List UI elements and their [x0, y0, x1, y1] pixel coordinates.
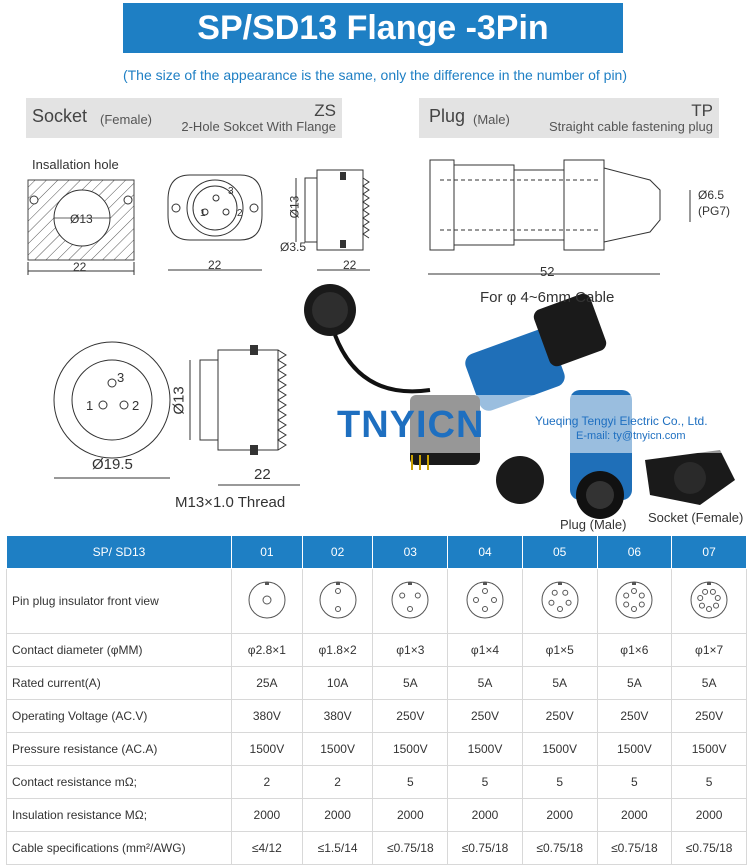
- plug-header-title: Plug: [429, 106, 466, 126]
- pin-hole: [400, 593, 405, 598]
- pin-hole: [566, 600, 571, 605]
- spec-cell: 2000: [232, 799, 303, 832]
- dim-22b: 22: [208, 258, 222, 272]
- spec-cell: 380V: [302, 700, 373, 733]
- pin-3-small: 3: [228, 186, 234, 197]
- dim-22a: 22: [73, 260, 87, 274]
- front-view-cell: [522, 569, 597, 634]
- thread-caption: M13×1.0 Thread: [175, 494, 286, 511]
- header-pin-04: 04: [448, 536, 523, 569]
- socket-side-drawing: [190, 345, 300, 485]
- pin-hole: [335, 606, 340, 611]
- spec-cell: 1500V: [232, 733, 303, 766]
- pin-hole: [624, 593, 629, 598]
- pin-hole: [335, 588, 340, 593]
- pin-hole: [640, 602, 645, 607]
- spec-cell: 2000: [373, 799, 448, 832]
- spec-cell: 25A: [232, 667, 303, 700]
- pin-hole: [703, 589, 708, 594]
- socket-header-code: ZS: [314, 101, 336, 120]
- spec-cell: ≤0.75/18: [373, 832, 448, 865]
- header-pin-01: 01: [232, 536, 303, 569]
- spec-row: [7, 700, 747, 733]
- pin-hole: [416, 593, 421, 598]
- spec-cell: 5A: [597, 667, 672, 700]
- front-view-cell: [302, 569, 373, 634]
- spec-cell: 5: [522, 766, 597, 799]
- pin-hole: [711, 589, 716, 594]
- spec-cell: 250V: [672, 700, 747, 733]
- spec-cell: φ1.8×2: [302, 634, 373, 667]
- spec-table-body: [7, 569, 747, 865]
- spec-cell: ≤0.75/18: [522, 832, 597, 865]
- dim-pg7: (PG7): [698, 204, 731, 218]
- spec-cell: 5A: [672, 667, 747, 700]
- spec-cell: 5A: [448, 667, 523, 700]
- pin-1-small: 1: [200, 208, 206, 219]
- page-title: SP/SD13 Flange -3Pin: [123, 3, 623, 53]
- spec-row-label: Contact diameter (φMM): [7, 634, 232, 667]
- cable-caption: For φ 4~6mm Cable: [480, 289, 615, 306]
- spec-row: [7, 832, 747, 865]
- plug-header-code: TP: [691, 101, 713, 120]
- spec-cell: 5: [373, 766, 448, 799]
- pin-hole: [474, 597, 479, 602]
- spec-row: [7, 634, 747, 667]
- pin-1-large: 1: [86, 398, 94, 413]
- spec-cell: ≤0.75/18: [448, 832, 523, 865]
- insulator-face-1-pin: [245, 578, 289, 622]
- pin-hole: [263, 596, 271, 604]
- spec-cell: 10A: [302, 667, 373, 700]
- pin-hole: [552, 590, 557, 595]
- header-pin-03: 03: [373, 536, 448, 569]
- spec-cell: 1500V: [302, 733, 373, 766]
- spec-cell: 1500V: [672, 733, 747, 766]
- pin-hole: [700, 603, 705, 608]
- spec-cell: 1500V: [522, 733, 597, 766]
- spec-cell: 5A: [373, 667, 448, 700]
- dim-52: 52: [540, 264, 555, 279]
- spec-row-label: Contact resistance mΩ;: [7, 766, 232, 799]
- spec-cell: 250V: [373, 700, 448, 733]
- dim-d13: Ø13: [70, 212, 93, 226]
- spec-cell: 2000: [597, 799, 672, 832]
- company-email: E-mail: ty@tnyicn.com: [576, 430, 686, 442]
- spec-cell: 2000: [672, 799, 747, 832]
- header-pin-05: 05: [522, 536, 597, 569]
- flange-side-drawing: [296, 170, 370, 270]
- pin-hole: [698, 595, 703, 600]
- spec-cell: 250V: [597, 700, 672, 733]
- page-subtitle: (The size of the appearance is the same, only the difference in the number of pin): [122, 67, 628, 83]
- insulator-face-7-pin: [687, 578, 731, 622]
- spec-table: [6, 535, 747, 865]
- brand-logo: TNYICN: [337, 404, 485, 446]
- spec-cell: 5: [672, 766, 747, 799]
- dim-d195: Ø19.5: [92, 456, 133, 473]
- spec-row: [7, 766, 747, 799]
- spec-row-label: Cable specifications (mm²/AWG): [7, 832, 232, 865]
- pin-hole: [715, 595, 720, 600]
- spec-cell: 1500V: [597, 733, 672, 766]
- install-hole-label: Insallation hole: [32, 157, 119, 172]
- pin-hole: [557, 606, 562, 611]
- spec-cell: 2000: [522, 799, 597, 832]
- spec-cell: 250V: [522, 700, 597, 733]
- spec-header-row: [7, 536, 747, 569]
- spec-row: [7, 667, 747, 700]
- pin-hole: [624, 602, 629, 607]
- header-pin-06: 06: [597, 536, 672, 569]
- spec-cell: φ1×4: [448, 634, 523, 667]
- socket-header-desc: 2-Hole Sokcet With Flange: [181, 119, 336, 134]
- spec-cell: 1500V: [373, 733, 448, 766]
- insulator-face-5-pin: [538, 578, 582, 622]
- header-pin-02: 02: [302, 536, 373, 569]
- socket-photo-label: Socket (Female): [648, 510, 744, 525]
- spec-cell: ≤1.5/14: [302, 832, 373, 865]
- spec-cell: 2000: [448, 799, 523, 832]
- plug-photo-label: Plug (Male): [560, 517, 627, 532]
- dim-22c: 22: [254, 466, 271, 483]
- spec-row-label: Pressure resistance (AC.A): [7, 733, 232, 766]
- front-view-cell: [448, 569, 523, 634]
- front-view-cell: [672, 569, 747, 634]
- pin-2-small: 2: [237, 208, 243, 219]
- flange-front-drawing: [168, 175, 262, 270]
- pin-hole: [632, 588, 637, 593]
- pin-hole: [640, 593, 645, 598]
- spec-row-label: Rated current(A): [7, 667, 232, 700]
- spec-cell: 5: [448, 766, 523, 799]
- spec-cell: 2: [302, 766, 373, 799]
- spec-cell: 2000: [302, 799, 373, 832]
- pin-hole: [483, 606, 488, 611]
- pin-hole: [483, 588, 488, 593]
- socket-header-title: Socket: [32, 106, 88, 126]
- insulator-face-2-pin: [316, 578, 360, 622]
- header-model: SP/ SD13: [7, 536, 232, 569]
- header-pin-07: 07: [672, 536, 747, 569]
- spec-row: [7, 799, 747, 832]
- insulator-face-3-pin: [388, 578, 432, 622]
- pin-hole: [549, 600, 554, 605]
- spec-row: [7, 733, 747, 766]
- front-view-cell: [232, 569, 303, 634]
- spec-cell: φ1×5: [522, 634, 597, 667]
- dim-22d: 22: [343, 258, 357, 272]
- pin-hole: [632, 606, 637, 611]
- front-view-label: Pin plug insulator front view: [7, 569, 232, 634]
- pin-hole: [492, 597, 497, 602]
- pin-2-large: 2: [132, 398, 140, 413]
- spec-cell: ≤0.75/18: [672, 832, 747, 865]
- socket-header-sub: (Female): [100, 112, 153, 127]
- spec-row-label: Insulation resistance MΩ;: [7, 799, 232, 832]
- pin-3-large: 3: [117, 370, 125, 385]
- spec-cell: 5A: [522, 667, 597, 700]
- dim-d65: Ø6.5: [698, 188, 725, 202]
- spec-cell: 380V: [232, 700, 303, 733]
- front-view-row: [7, 569, 747, 634]
- plug-header-sub: (Male): [473, 112, 510, 127]
- plug-side-drawing: [428, 160, 690, 274]
- spec-row-label: Operating Voltage (AC.V): [7, 700, 232, 733]
- spec-cell: φ1×3: [373, 634, 448, 667]
- plug-header-desc: Straight cable fastening plug: [548, 119, 713, 134]
- pin-hole: [408, 606, 413, 611]
- pin-hole: [562, 590, 567, 595]
- spec-cell: φ1×7: [672, 634, 747, 667]
- dim-d13b: Ø13: [287, 195, 302, 219]
- pin-hole: [707, 606, 712, 611]
- spec-cell: 250V: [448, 700, 523, 733]
- insulator-face-4-pin: [463, 578, 507, 622]
- spec-cell: 2: [232, 766, 303, 799]
- spec-cell: φ2.8×1: [232, 634, 303, 667]
- front-view-cell: [373, 569, 448, 634]
- insulator-face-6-pin: [612, 578, 656, 622]
- spec-cell: ≤4/12: [232, 832, 303, 865]
- dim-d35: Ø3.5: [280, 240, 307, 254]
- spec-cell: φ1×6: [597, 634, 672, 667]
- spec-cell: 5: [597, 766, 672, 799]
- pin-hole: [714, 603, 719, 608]
- dim-d13c: Ø13: [170, 386, 188, 415]
- company-name: Yueqing Tengyi Electric Co., Ltd.: [535, 414, 708, 428]
- spec-cell: ≤0.75/18: [597, 832, 672, 865]
- front-view-cell: [597, 569, 672, 634]
- spec-cell: 1500V: [448, 733, 523, 766]
